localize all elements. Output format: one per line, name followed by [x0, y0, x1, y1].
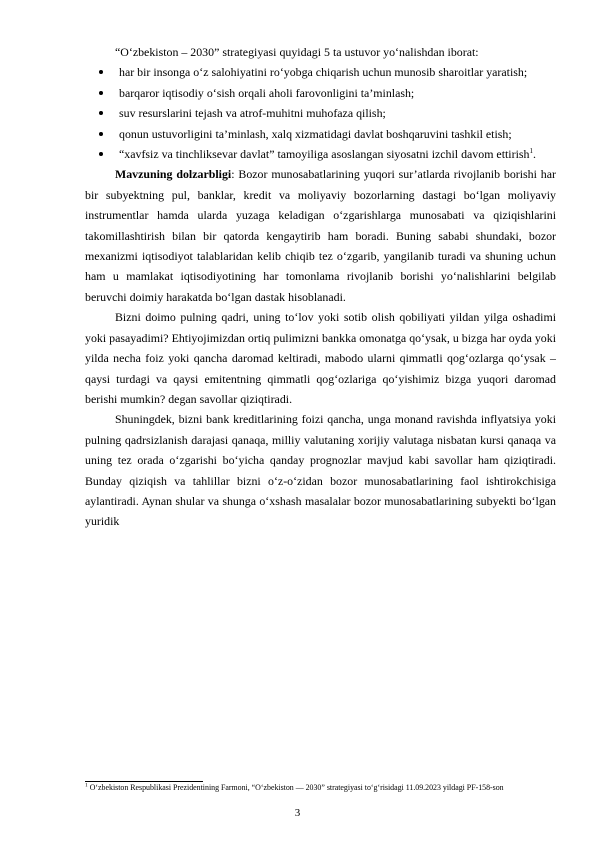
priority-list	[85, 62, 556, 164]
intro-line: “O‘zbekiston – 2030” strategiyasi quyidagi 5 ta ustuvor yo‘nalishdan iborat:	[115, 45, 479, 59]
bullet-icon	[99, 132, 103, 136]
paragraph-2: Bizni doimo pulning qadri, uning to‘lov yoki sotib olish qobiliyati yildan yilga oshadimi yoki pasayadimi? Ehtiyojimizdan ortiq pulimizni bankka omonatga qo‘ysak, u bizga har oyda yoki yilda necha foiz yoki qancha daromad keltiradi, mabodo ularni qimmatli qog‘ozlarga qo‘ysak – qaysi turdagi va qaysi emitentning qimmatli qog‘ozlariga qo‘yishimiz bizga yuqori daromad berishi mumkin? degan savollar qiziqtiradi.	[85, 310, 556, 406]
paragraph-3: Shuningdek, bizni bank kreditlarining foizi qancha, unga monand ravishda inflyatsiya yoki pulning qadrsizlanish darajasi qanaqa, milliy valutaning xorijiy valutaga nisbatan kursi qanaqa va uning tez orada o‘zgarishi bo‘yicha qanday prognozlar mavjud kabi savollar ham qiziqtiradi. Bunday qiziqish va tahlillar bizni o‘z-o‘zidan bozor munosabatlarining faol ishtirokchisiga aylantiradi. Aynan shular va shunga o‘xshash masalalar bozor munosabatlarining subyekti bo‘lgan yuridik	[85, 412, 556, 529]
relevance-paragraph: Mavzuning dolzarbligi: Bozor munosabatlarining yuqori sur’atlarda rivojlanib borishi har bir subyektning pul, banklar, kredit va moliyaviy bozorlarning dastagi bo‘lgan moliyaviy instrumentlar hamda ularda yuzaga keladigan o‘zgarishlarga munosabati va qiziqishlarini takomillashtirish bilan bir qatorda kengaytirib ham boradi. Buning sababi shundaki, bozor mexanizmi iqtisodiyot talablaridan kelib chiqib tez o‘zgarib, yangilanib turadi va shuning uchun ham u mamlakat iqtisodiyotining har tomonlama rivojlanib borishi yo‘nalishlarini belgilab beruvchi doimiy harakatda bo‘lgan dastak hisoblanadi.	[85, 167, 556, 304]
bullet-icon	[99, 111, 103, 115]
list-item: suv resurslarini tejash va atrof-muhitni muhofaza qilish;	[85, 103, 556, 123]
bullet-icon	[99, 70, 103, 74]
relevance-heading: Mavzuning dolzarbligi	[115, 167, 232, 182]
footnote: $^1$ O‘zbekiston Respublikasi Prezidentining Farmoni, “O‘zbekiston — 2030” strategiyasi to‘g‘risidagi 11.09.2023 yildagi PF-158-son	[85, 782, 504, 792]
list-item: qonun ustuvorligini ta’minlash, xalq xizmatidagi davlat boshqaruvini tashkil etish;	[85, 124, 556, 144]
body-text	[85, 42, 556, 532]
bullet-icon	[99, 91, 103, 95]
bullet-icon	[99, 152, 103, 156]
list-item: “xavfsiz va tinchliksevar davlat” tamoyiliga asoslangan siyosatni izchil davom ettirish$^1$.	[85, 144, 556, 164]
page-number: 3	[294, 807, 301, 819]
list-item: barqaror iqtisodiy o‘sish orqali aholi farovonligini ta’minlash;	[85, 83, 556, 103]
list-item: har bir insonga o‘z salohiyatini ro‘yobga chiqarish uchun munosib sharoitlar yaratish;	[85, 62, 556, 82]
footnote-ref: 1	[529, 147, 533, 156]
